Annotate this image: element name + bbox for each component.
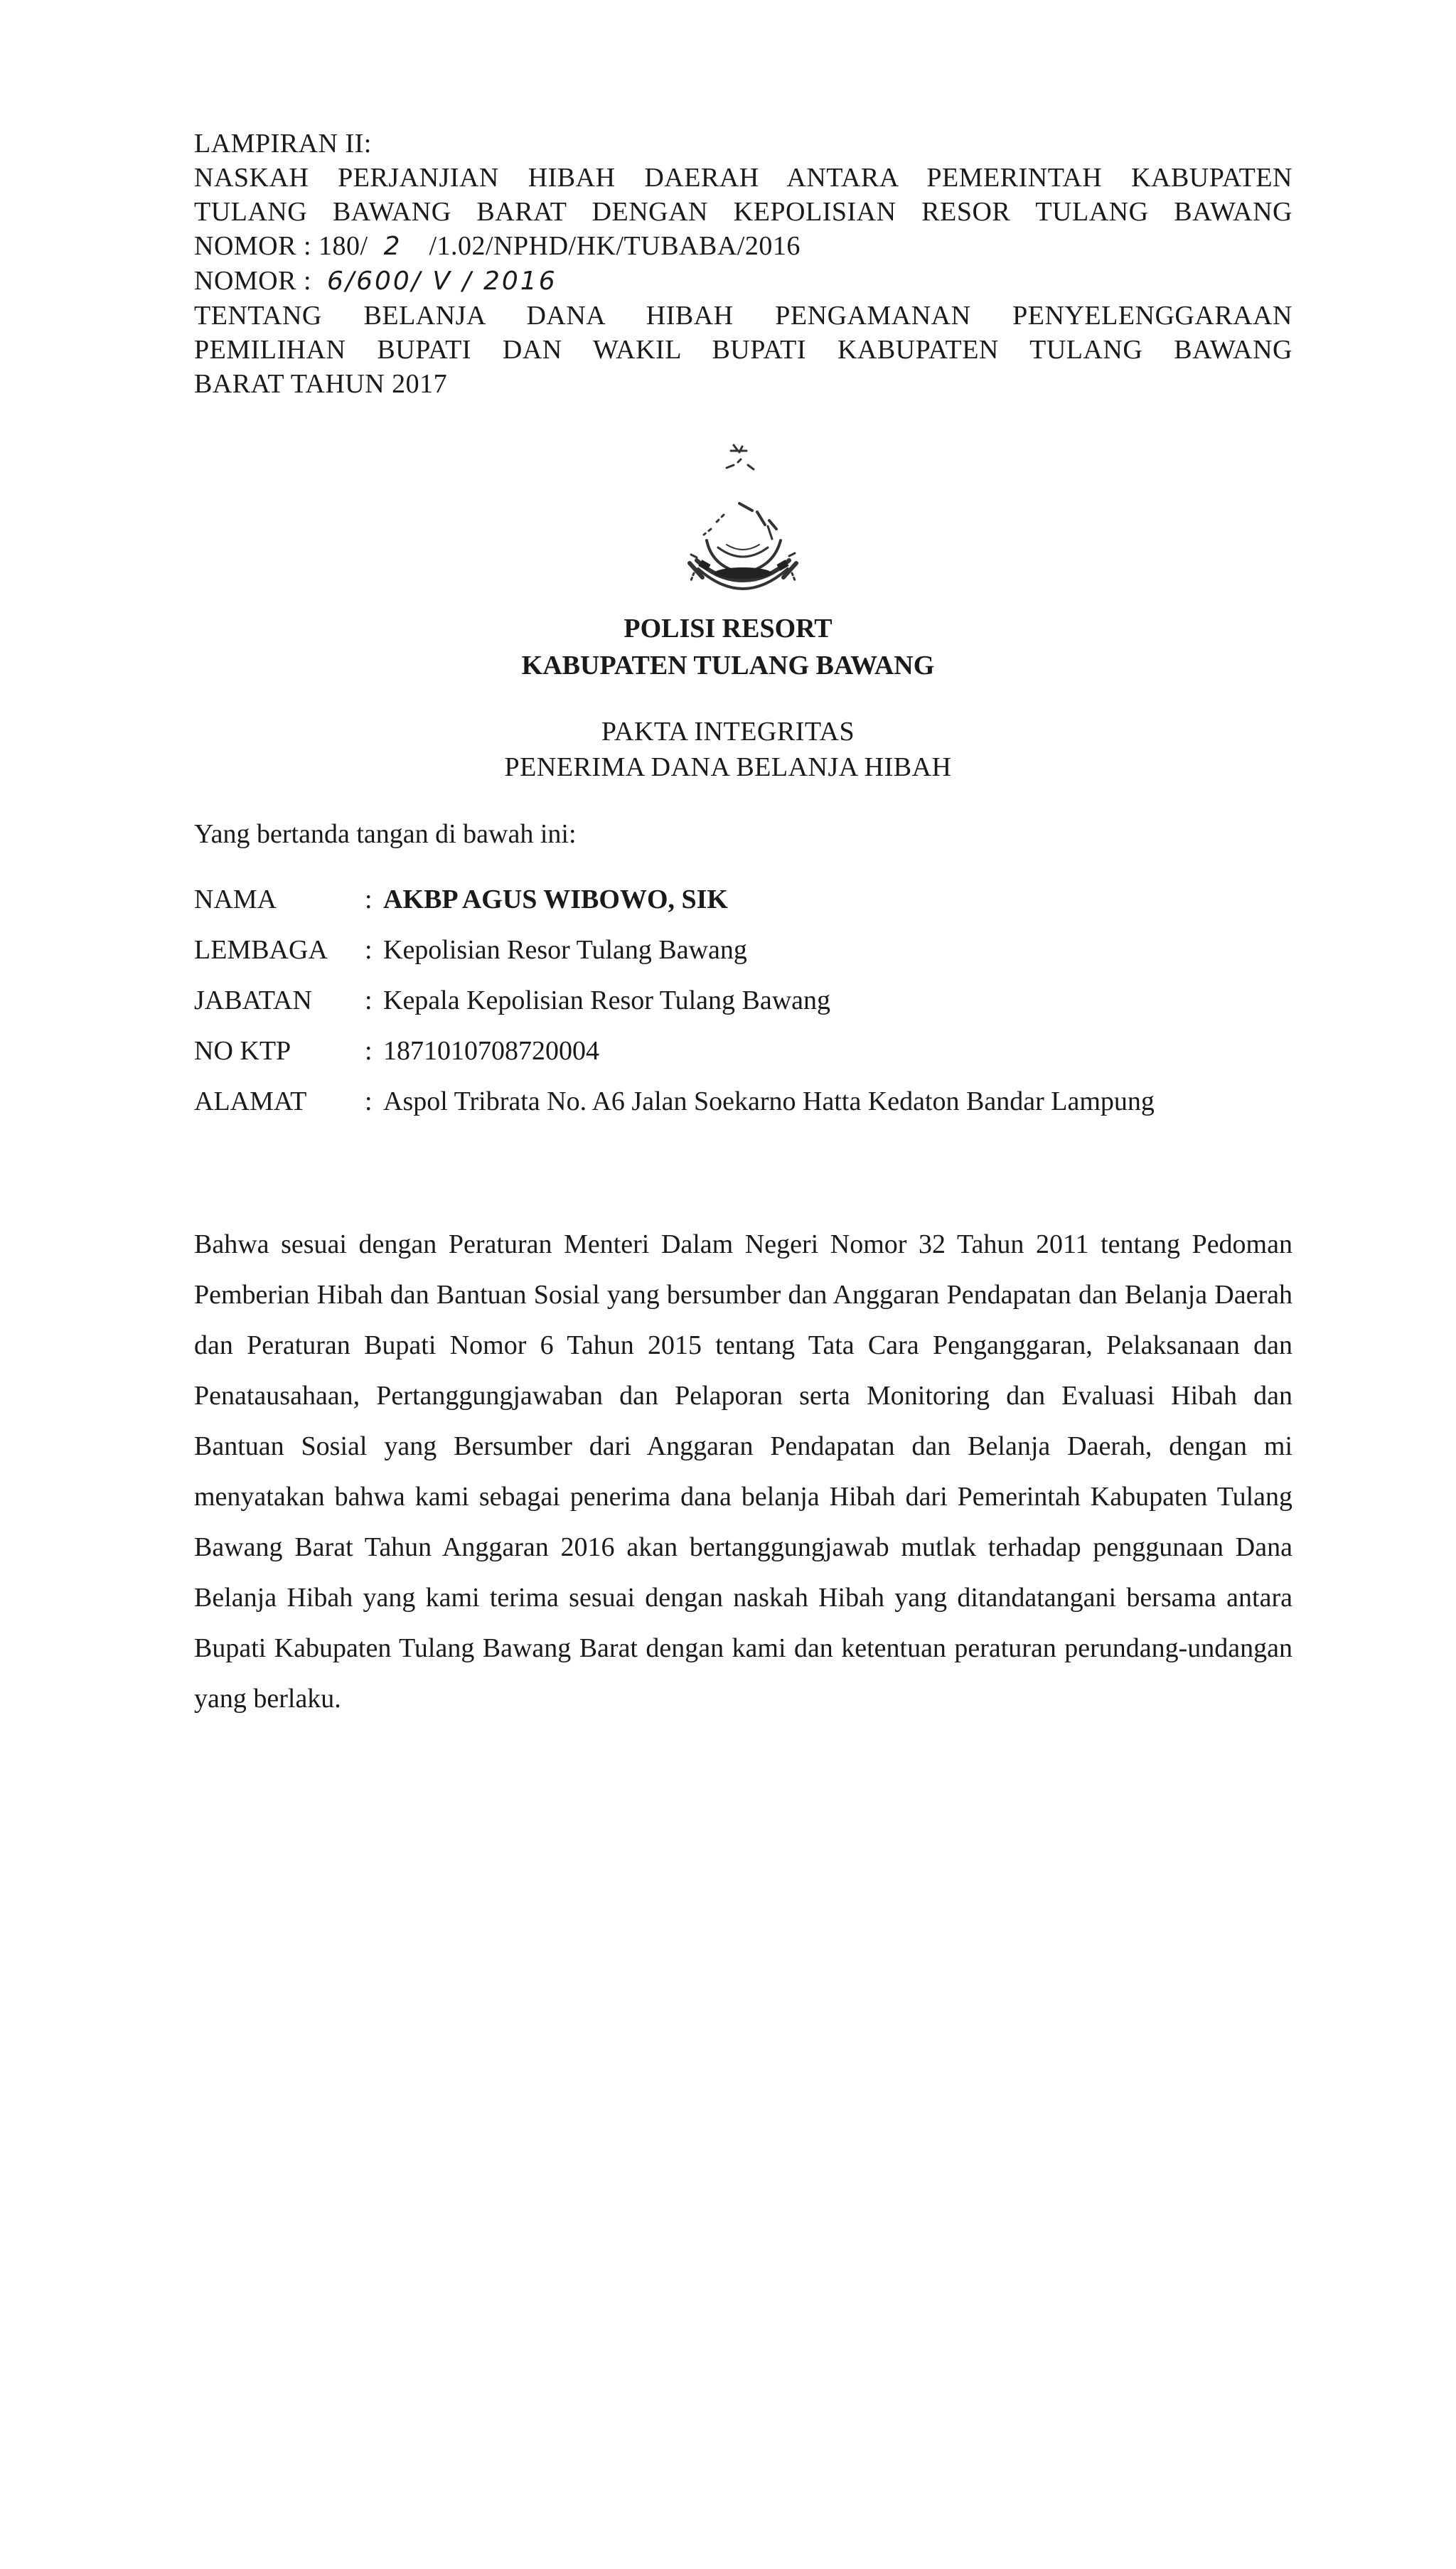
identity-colon: : <box>365 1086 373 1116</box>
tentang-line-2: PEMILIHAN BUPATI DAN WAKIL BUPATI KABUPATEN TULANG BAWANG <box>194 335 1292 365</box>
identity-row-alamat <box>194 1084 1292 1183</box>
tentang-line-3: BARAT TAHUN 2017 <box>194 369 448 399</box>
naskah-line-2: TULANG BAWANG BARAT DENGAN KEPOLISIAN RESOR TULANG BAWANG <box>194 197 1292 227</box>
identity-value: 1871010708720004 <box>383 1036 599 1066</box>
identity-row-lembaga <box>194 932 1292 983</box>
tentang-line-1: TENTANG BELANJA DANA HIBAH PENGAMANAN PENYELENGGARAAN <box>194 301 1292 331</box>
identity-value: AKBP AGUS WIBOWO, SIK <box>383 885 728 914</box>
nomor-pemkab <box>194 229 1292 264</box>
identity-row-jabatan <box>194 983 1292 1033</box>
identity-table <box>194 882 1292 1183</box>
nomor-pemkab-handwritten: 2 <box>383 232 402 261</box>
nomor-polres-label: NOMOR : <box>194 266 312 296</box>
police-emblem-icon <box>647 441 839 619</box>
identity-colon: : <box>365 885 373 914</box>
identity-label: ALAMAT <box>194 1086 307 1116</box>
lampiran-label: LAMPIRAN II: <box>194 129 372 159</box>
statement-paragraph: Bahwa sesuai dengan Peraturan Menteri Dalam Negeri Nomor 32 Tahun 2011 tentang Pedoman Pemberian Hibah dan Bantuan Sosial yang bersumber dan Anggaran Pendapatan dan Belanja Daerah dan Peraturan Bupati Nomor 6 Tahun 2015 tentang Tata Cara Penganggaran, Pelaksanaan dan Penatausahaan, Pertanggungjawaban dan Pelaporan serta Monitoring dan Evaluasi Hibah dan Bantuan Sosial yang Bersumber dari Anggaran Pendapatan dan Belanja Daerah, dengan mi menyatakan bahwa kami sebagai penerima dana belanja Hibah dari Pemerintah Kabupaten Tulang Bawang Barat Tahun Anggaran 2016 akan bertanggungjawab mutlak terhadap penggunaan Dana Belanja Hibah yang kami terima sesuai dengan naskah Hibah yang ditandatangani bersama antara Bupati Kabupaten Tulang Bawang Barat dengan kami dan ketentuan peraturan perundang-undangan yang berlaku. <box>194 1229 1292 1714</box>
document-header <box>194 127 1292 401</box>
identity-colon: : <box>365 1036 373 1066</box>
identity-label: NO KTP <box>194 1036 291 1066</box>
identity-colon: : <box>365 935 373 965</box>
org-name-line-1: POLISI RESORT <box>623 614 833 643</box>
nomor-pemkab-label: NOMOR : 180/ <box>194 231 368 261</box>
identity-value: Aspol Tribrata No. A6 Jalan Soekarno Hatta Kedaton Bandar Lampung <box>383 1086 1155 1116</box>
document-title: PAKTA INTEGRITAS <box>601 717 855 747</box>
identity-label: LEMBAGA <box>194 935 328 965</box>
intro-text: Yang bertanda tangan di bawah ini: <box>194 819 577 849</box>
nomor-polres <box>194 264 1292 299</box>
nomor-polres-handwritten: 6/600/ V / 2016 <box>327 267 557 296</box>
nomor-pemkab-rest: /1.02/NPHD/HK/TUBABA/2016 <box>429 231 801 261</box>
identity-row-nama <box>194 882 1292 932</box>
identity-colon: : <box>365 986 373 1015</box>
org-name-line-2: KABUPATEN TULANG BAWANG <box>521 651 935 680</box>
naskah-line-1: NASKAH PERJANJIAN HIBAH DAERAH ANTARA PEMERINTAH KABUPATEN <box>194 163 1292 193</box>
document-subtitle: PENERIMA DANA BELANJA HIBAH <box>504 752 952 782</box>
identity-value: Kepala Kepolisian Resor Tulang Bawang <box>383 986 831 1015</box>
identity-label: JABATAN <box>194 986 312 1015</box>
identity-label: NAMA <box>194 885 277 914</box>
identity-value: Kepolisian Resor Tulang Bawang <box>383 935 747 965</box>
